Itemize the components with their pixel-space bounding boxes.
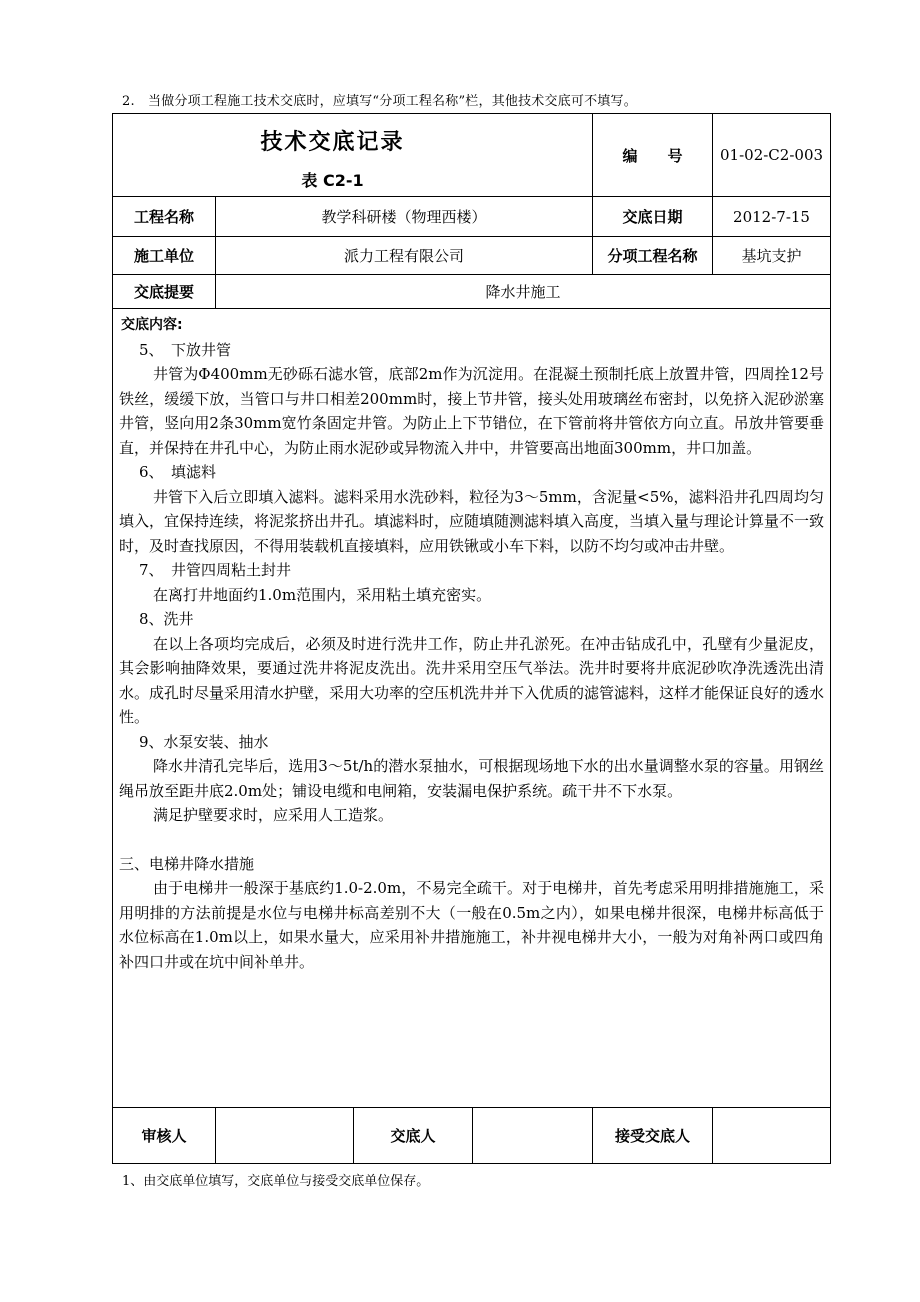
bottom-note: 1、由交底单位填写，交底单位与接受交底单位保存。: [122, 1174, 430, 1189]
section-6-body: 井管下入后立即填入滤料。滤料采用水洗砂料，粒径为3～5mm，含泥量<5%，滤料沿井孔四周均匀填入，宜保持连续，将泥浆挤出井孔。填滤料时，应随填随测滤料填入高度，当填入量与理论计算量不一致时，及时查找原因，不得用装载机直接填料，应用铁锹或小车下料，以防不均匀或冲击井壁。: [119, 487, 825, 555]
section-8-body: 在以上各项均完成后，必须及时进行洗井工作，防止井孔淤死。在冲击钻成孔中，孔壁有少量泥皮，其会影响抽降效果，要通过洗井将泥皮洗出。洗井采用空压气举法。洗井时要将井底泥砂吹净洗透洗出清水。成孔时尽量采用清水护壁，采用大功率的空压机洗井并下入优质的滤管滤料，这样才能保证良好的透水性。: [119, 634, 825, 726]
section-9-heading: 9、水泵安装、抽水: [139, 732, 269, 751]
receiver-signature-field[interactable]: [713, 1108, 831, 1164]
subproject-value: 基坑支护: [713, 237, 831, 275]
reviewer-signature-field[interactable]: [216, 1108, 354, 1164]
project-name-label: 工程名称: [113, 197, 216, 237]
section-9-body: 降水井清孔完毕后，选用3～5t/h的潜水泵抽水，可根据现场地下水的出水量调整水泵的容量。用钢丝绳吊放至距井底2.0m处；铺设电缆和电闸箱，安装漏电保护系统。疏干井不下水泵。: [119, 757, 825, 800]
section-9-extra: 满足护壁要求时，应采用人工造浆。: [153, 806, 394, 824]
section-6-heading: 6、 填滤料: [139, 463, 217, 481]
number-label: 编 号: [593, 114, 713, 197]
section-7-body: 在离打井地面约1.0m范围内，采用粘土填充密实。: [153, 585, 492, 604]
contractor-value: 派力工程有限公司: [216, 237, 593, 275]
content-label: 交底内容:: [121, 317, 183, 333]
reviewer-label: 审核人: [113, 1108, 216, 1164]
technical-disclosure-table: [112, 113, 831, 1164]
document-title: 技术交底记录: [260, 130, 405, 155]
section-5-heading: 5、 下放井管: [139, 340, 232, 359]
discloser-label: 交底人: [354, 1108, 473, 1164]
content-cell: [113, 309, 831, 1108]
summary-label: 交底提要: [113, 275, 216, 309]
section-3-heading: 三、电梯井降水措施: [119, 854, 255, 873]
summary-value: 降水井施工: [216, 275, 831, 309]
number-value: 01-02-C2-003: [713, 114, 831, 197]
date-value: 2012-7-15: [713, 197, 831, 237]
form-code: 表 C2-1: [301, 171, 364, 190]
discloser-signature-field[interactable]: [473, 1108, 593, 1164]
section-7-heading: 7、 井管四周粘土封井: [139, 561, 292, 579]
subproject-label: 分项工程名称: [593, 237, 713, 275]
section-3-body: 由于电梯井一般深于基底约1.0-2.0m，不易完全疏干。对于电梯井，首先考虑采用明排措施施工，采用明排的方法前提是水位与电梯井标高差别不大（一般在0.5m之内），如果电梯井很深，电梯井标高低于水位标高在1.0m以上，如果水量大，应采用补井措施施工，补井视电梯井大小，一般为对角补两口或四角补四口井或在坑中间补单井。: [119, 879, 825, 971]
section-5-body: 井管为Φ400mm无砂砾石滤水管，底部2m作为沉淀用。在混凝土预制托底上放置井管，四周拴12号铁丝，缓缓下放，当管口与井口相差200mm时，接上节井管，接头处用玻璃丝布密封，以免挤入泥砂淤塞井管，竖向用2条30mm宽竹条固定井管。为防止上下节错位，在下管前将井管依方向立直。吊放井管要垂直，并保持在井孔中心，为防止雨水泥砂或异物流入井中，井管要高出地面300mm，井口加盖。: [119, 365, 825, 457]
project-name-value: 教学科研楼（物理西楼）: [216, 197, 593, 237]
spacer: [119, 828, 824, 852]
contractor-label: 施工单位: [113, 237, 216, 275]
top-note: 2. 当做分项工程施工技术交底时，应填写“分项工程名称”栏，其他技术交底可不填写。: [122, 94, 637, 109]
receiver-label: 接受交底人: [593, 1108, 713, 1164]
date-label: 交底日期: [593, 197, 713, 237]
section-8-heading: 8、洗井: [139, 610, 194, 628]
title-cell: [113, 114, 593, 197]
